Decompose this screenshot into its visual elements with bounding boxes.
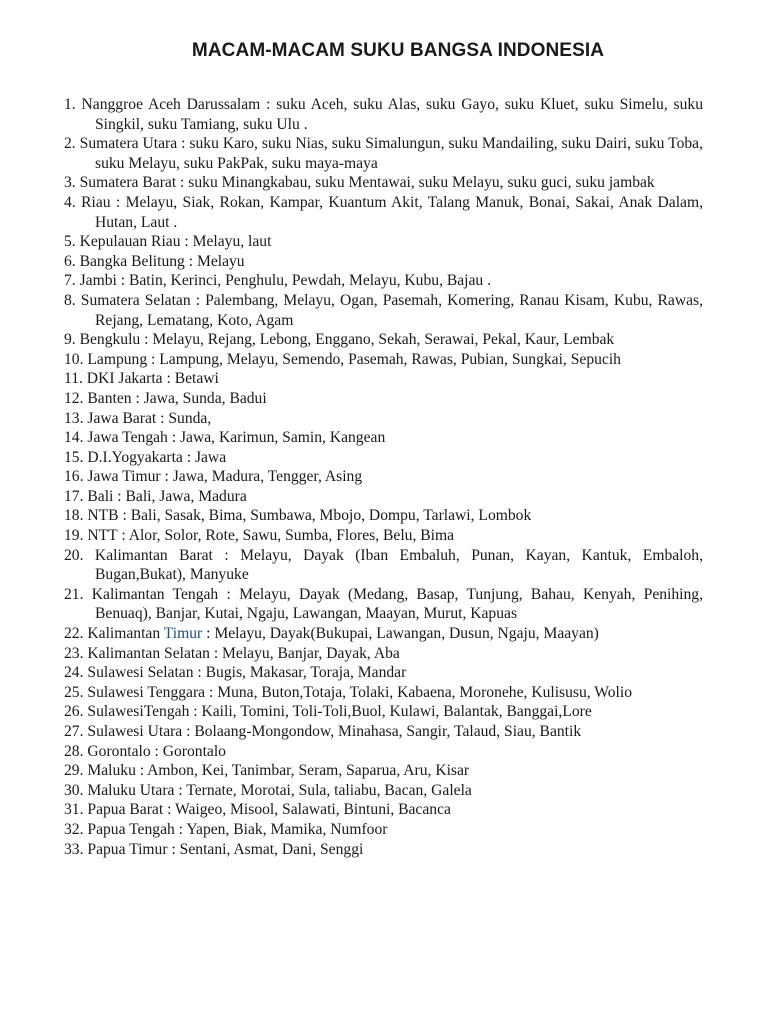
list-item: 12. Banten : Jawa, Sunda, Badui [64,389,267,407]
list-item: 24. Sulawesi Selatan : Bugis, Makasar, Toraja, Mandar [64,664,407,682]
document-title: MACAM-MACAM SUKU BANGSA INDONESIA [191,40,605,61]
tribe-list [64,95,703,859]
list-item: 16. Jawa Timur : Jawa, Madura, Tengger, Asing [64,468,363,486]
list-item: 21. Kalimantan Tengah : Melayu, Dayak (Medang, Basap, Tunjung, Bahau, Kenyah, Penihing, Benuaq), Banjar, Kutai, Ngaju, Lawangan, Maayan, Murut, Kapuas [64,585,703,623]
list-item: 11. DKI Jakarta : Betawi [64,370,219,388]
list-item: 4. Riau : Melayu, Siak, Rokan, Kampar, Kuantum Akit, Talang Manuk, Bonai, Sakai, Anak Dalam, Hutan, Laut . [64,193,703,231]
list-item: 10. Lampung : Lampung, Melayu, Semendo, Pasemah, Rawas, Pubian, Sungkai, Sepucih [64,350,621,368]
list-item: 28. Gorontalo : Gorontalo [64,742,226,760]
list-item: 27. Sulawesi Utara : Bolaang-Mongondow, Minahasa, Sangir, Talaud, Siau, Bantik [64,723,582,740]
list-item: 13. Jawa Barat : Sunda, [64,409,212,427]
highlighted-word: Timur [163,625,203,643]
list-item: 5. Kepulauan Riau : Melayu, laut [64,233,272,251]
list-item: 6. Bangka Belitung : Melayu [64,252,245,270]
list-item: 7. Jambi : Batin, Kerinci, Penghulu, Pewdah, Melayu, Kubu, Bajau . [64,272,492,290]
list-item: 33. Papua Timur : Sentani, Asmat, Dani, Senggi [64,840,364,858]
list-item: 25. Sulawesi Tenggara : Muna, Buton,Totaja, Tolaki, Kabaena, Moronehe, Kulisusu, Wolio [64,683,633,701]
list-item: 2. Sumatera Utara : suku Karo, suku Nias, suku Simalungun, suku Mandailing, suku Dairi, suku Toba, suku Melayu, suku PakPak, suku maya-maya [64,135,703,172]
list-item: 29. Maluku : Ambon, Kei, Tanimbar, Seram, Saparua, Aru, Kisar [64,762,470,780]
list-item [64,624,703,644]
list-item: 1. Nanggroe Aceh Darussalam : suku Aceh, suku Alas, suku Gayo, suku Kluet, suku Simelu, suku Singkil, suku Tamiang, suku Ulu . [64,96,703,133]
list-item: 18. NTB : Bali, Sasak, Bima, Sumbawa, Mbojo, Dompu, Tarlawi, Lombok [64,507,532,525]
list-item-text: : Melayu, Dayak(Bukupai, Lawangan, Dusun, Ngaju, Maayan) [202,625,599,643]
list-item: 14. Jawa Tengah : Jawa, Karimun, Samin, Kangean [64,429,386,447]
list-item: 23. Kalimantan Selatan : Melayu, Banjar, Dayak, Aba [64,644,400,662]
list-item: 20. Kalimantan Barat : Melayu, Dayak (Iban Embaluh, Punan, Kayan, Kantuk, Embaloh, Bugan,Bukat), Manyuke [64,546,703,584]
list-item: 32. Papua Tengah : Yapen, Biak, Mamika, Numfoor [64,820,388,838]
list-item: 19. NTT : Alor, Solor, Rote, Sawu, Sumba, Flores, Belu, Bima [64,527,455,545]
list-item-text: 22. Kalimantan [64,625,164,643]
list-item: 8. Sumatera Selatan : Palembang, Melayu, Ogan, Pasemah, Komering, Ranau Kisam, Kubu, Rawas, Rejang, Lematang, Koto, Agam [64,291,703,329]
list-item: 26. SulawesiTengah : Kaili, Tomini, Toli-Toli,Buol, Kulawi, Balantak, Banggai,Lore [64,703,592,721]
list-item: 9. Bengkulu : Melayu, Rejang, Lebong, Enggano, Sekah, Serawai, Pekal, Kaur, Lembak [64,331,615,349]
list-item: 3. Sumatera Barat : suku Minangkabau, suku Mentawai, suku Melayu, suku guci, suku jambak [64,174,655,192]
list-item: 15. D.I.Yogyakarta : Jawa [64,448,227,466]
list-item: 17. Bali : Bali, Jawa, Madura [64,487,247,505]
list-item: 30. Maluku Utara : Ternate, Morotai, Sula, taliabu, Bacan, Galela [64,781,472,799]
list-item: 31. Papua Barat : Waigeo, Misool, Salawati, Bintuni, Bacanca [64,801,451,819]
